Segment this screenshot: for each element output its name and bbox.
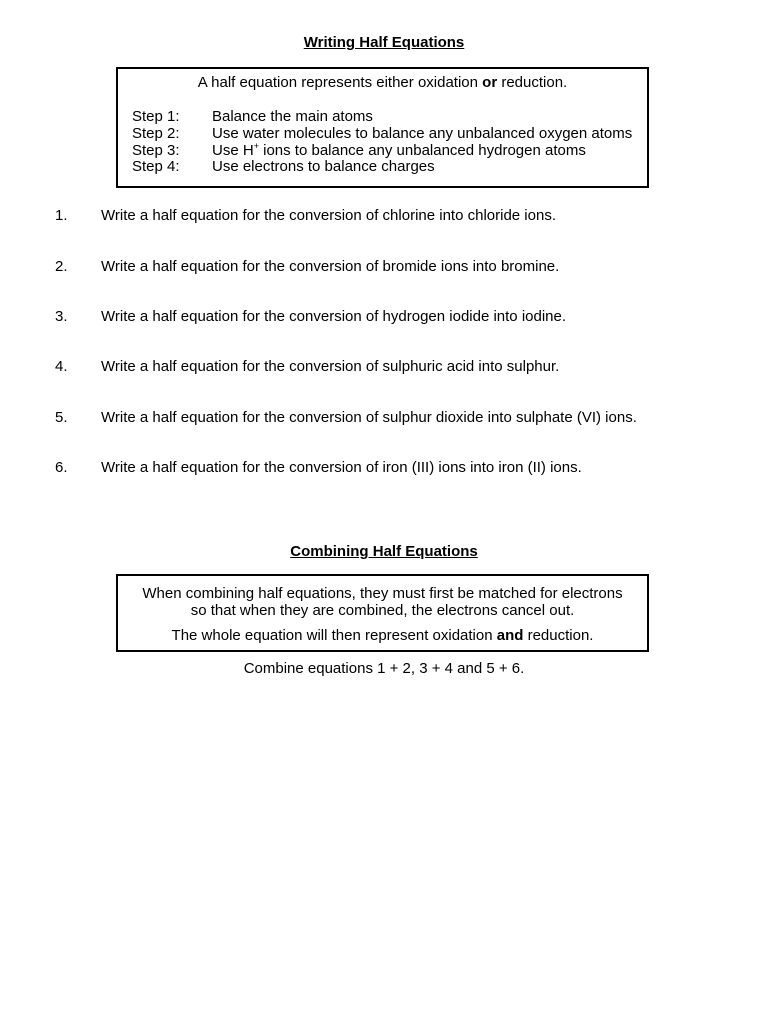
writing-intro	[118, 74, 647, 91]
combining-line: so that when they are combined, the electrons cancel out.	[190, 602, 575, 619]
question-text: Write a half equation for the conversion of sulphur dioxide into sulphate (VI) ions.	[101, 409, 637, 426]
question-number: 1.	[55, 207, 68, 224]
step-row	[132, 158, 435, 175]
combining-line	[118, 627, 647, 644]
combining-title: Combining Half Equations	[290, 543, 478, 560]
question-item	[55, 207, 556, 224]
question-number: 2.	[55, 258, 68, 275]
question-number: 5.	[55, 409, 68, 426]
step-text: Balance the main atoms	[212, 108, 373, 125]
combining-bold: and	[496, 627, 524, 644]
question-text: Write a half equation for the conversion of hydrogen iodide into iodine.	[101, 308, 567, 325]
step-row	[132, 142, 586, 159]
question-item	[55, 258, 559, 275]
step-text: Use electrons to balance charges	[212, 158, 435, 175]
writing-title: Writing Half Equations	[303, 34, 465, 51]
question-item	[55, 459, 582, 476]
intro-bold: or	[482, 74, 498, 91]
step-text: Use water molecules to balance any unbalanced oxygen atoms	[212, 125, 633, 142]
question-item	[55, 308, 566, 325]
step-row	[132, 125, 632, 142]
step-text	[212, 142, 586, 159]
step-text-part: Use H	[212, 142, 254, 159]
step-row	[132, 108, 373, 125]
combining-text: The whole equation will then represent oxidation	[171, 627, 497, 644]
step-text-part: ions to balance any unbalanced hydrogen atoms	[258, 142, 586, 159]
step-label: Step 3:	[132, 142, 180, 159]
question-item	[55, 358, 559, 375]
combine-instruction: Combine equations 1 + 2, 3 + 4 and 5 + 6.	[243, 660, 525, 677]
step-label: Step 2:	[132, 125, 180, 142]
step-label: Step 4:	[132, 158, 180, 175]
combining-line: When combining half equations, they must first be matched for electrons	[142, 585, 623, 602]
combining-info-box	[116, 574, 649, 652]
question-number: 4.	[55, 358, 68, 375]
question-text: Write a half equation for the conversion of chlorine into chloride ions.	[101, 207, 556, 224]
combining-text-end: reduction.	[523, 627, 594, 644]
question-text: Write a half equation for the conversion of sulphuric acid into sulphur.	[101, 358, 560, 375]
question-text: Write a half equation for the conversion of bromide ions into bromine.	[101, 258, 560, 275]
intro-text-end: reduction.	[497, 74, 568, 91]
superscript-plus: +	[253, 141, 259, 151]
writing-info-box	[116, 67, 649, 188]
question-number: 6.	[55, 459, 68, 476]
step-label: Step 1:	[132, 108, 180, 125]
question-text: Write a half equation for the conversion of iron (III) ions into iron (II) ions.	[101, 459, 582, 476]
question-number: 3.	[55, 308, 68, 325]
intro-text: A half equation represents either oxidation	[197, 74, 483, 91]
question-item	[55, 409, 637, 426]
